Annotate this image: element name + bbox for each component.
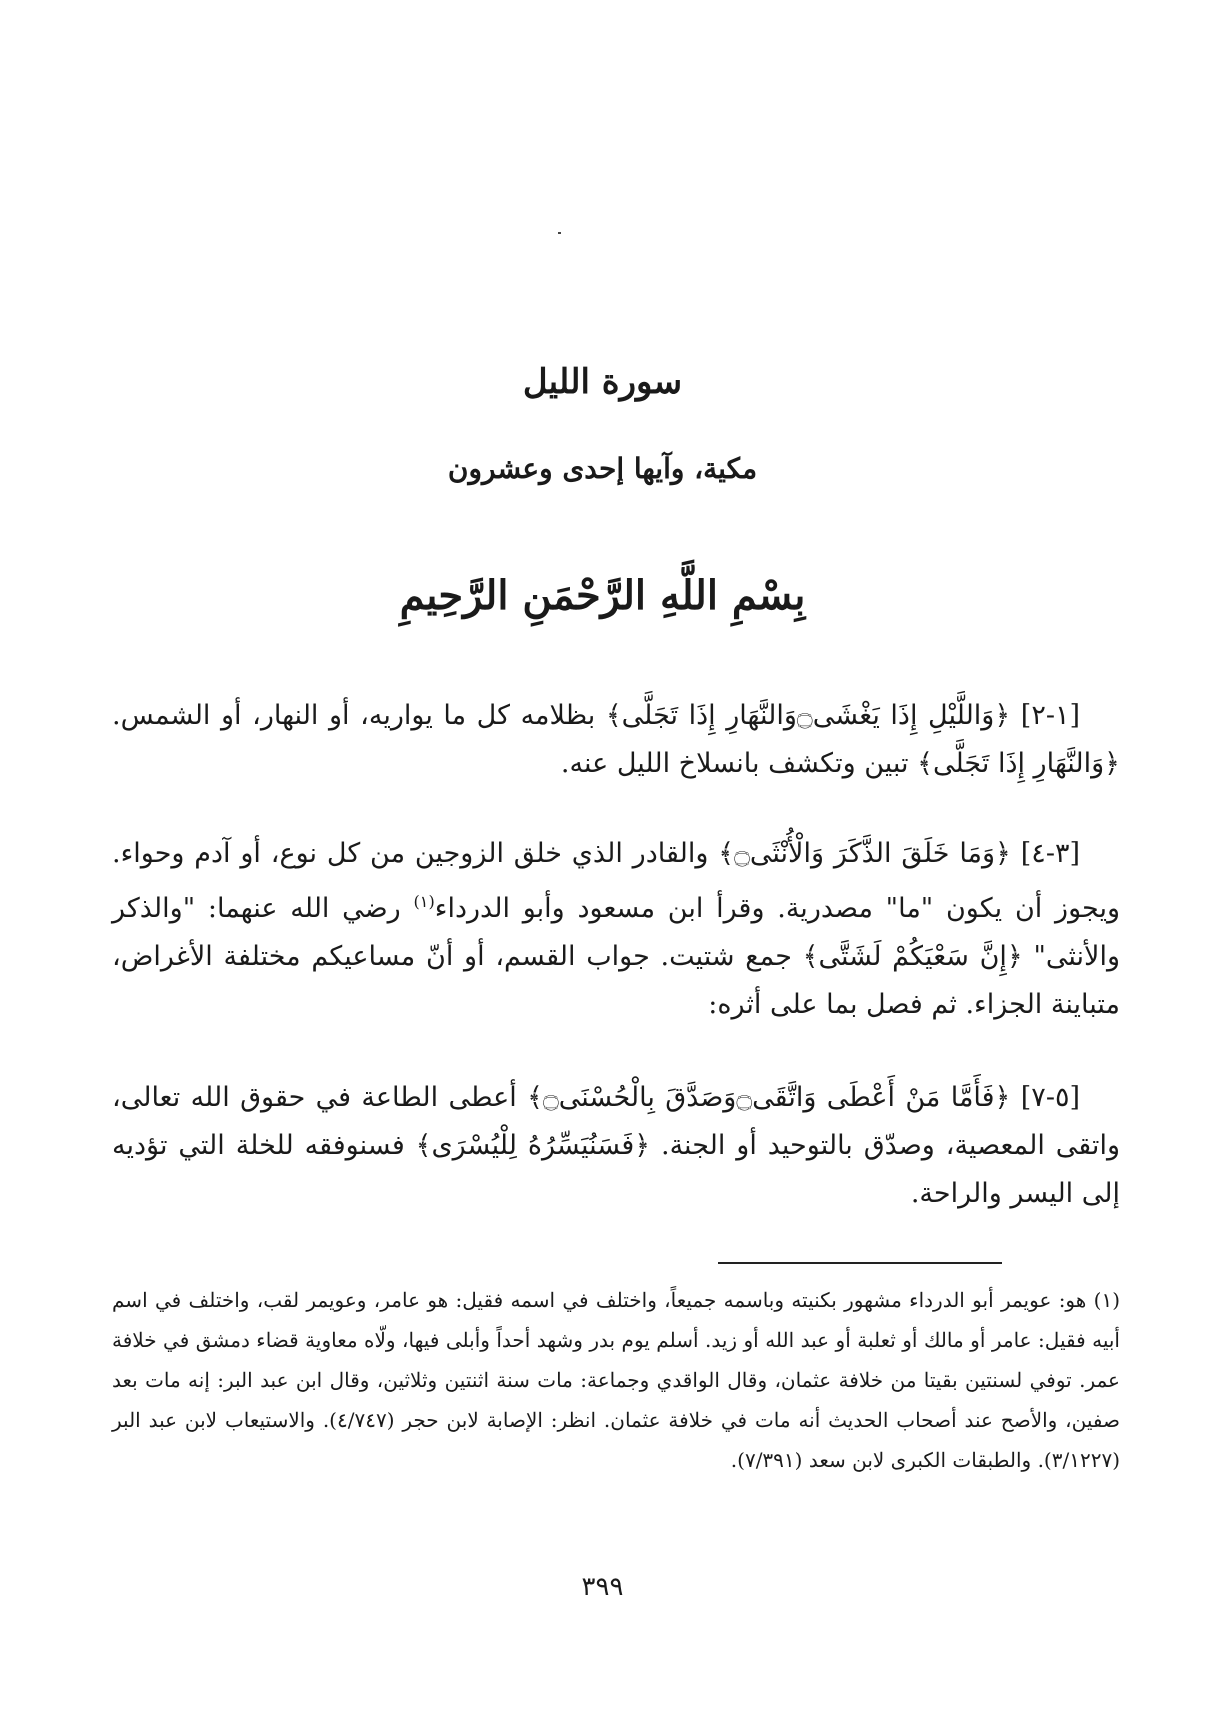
footnote-separator bbox=[718, 1262, 1002, 1264]
basmala: بِسْمِ اللَّهِ الرَّحْمَنِ الرَّحِيمِ bbox=[399, 572, 806, 619]
verse-ref: [١-٢] bbox=[1020, 700, 1081, 731]
paragraph-2 bbox=[112, 830, 1120, 1029]
page-number: ٣٩٩ bbox=[581, 1572, 624, 1602]
paragraph-text: ﴿وَمَا خَلَقَ الذَّكَرَ وَالْأُنْثَى۝﴾ والقادر الذي خلق الزوجين من كل نوع، أو آدم وحواء. ويجوز أن يكون "ما" مصدرية. وقرأ ابن مسعود وأبو الدرداء bbox=[112, 838, 1121, 924]
verse-ref: [٥-٧] bbox=[1020, 1082, 1080, 1113]
surah-title: سورة الليل bbox=[522, 362, 683, 402]
footnote: (١) هو: عويمر أبو الدرداء مشهور بكنيته وباسمه جميعاً، واختلف في اسمه فقيل: هو عامر، وعويمر لقب، واختلف في اسم أبيه فقيل: عامر أو مالك أو ثعلبة أو عبد الله أو زيد. أسلم يوم بدر وشهد أحداً وأبلى فيها، ولّاه معاوية قضاء دمشق في خلافة عمر. توفي لسنتين بقيتا من خلافة عثمان، وقال الواقدي وجماعة: مات سنة اثنتين وثلاثين، وقال ابن عبد البر: إنه مات بعد صفين، والأصح عند أصحاب الحديث أنه مات في خلافة عثمان. انظر: الإصابة لابن حجر (٤/٧٤٧). والاستيعاب لابن عبد البر (٣/١٢٢٧). والطبقات الكبرى لابن سعد (٧/٣٩١). bbox=[112, 1288, 1120, 1472]
stray-mark bbox=[558, 232, 561, 234]
paragraph-3 bbox=[112, 1074, 1120, 1218]
paragraph-text: ﴿فَأَمَّا مَنْ أَعْطَى وَاتَّقَى۝وَصَدَّقَ بِالْحُسْنَى۝﴾ أعطى الطاعة في حقوق الله تعالى، واتقى المعصية، وصدّق بالتوحيد أو الجنة. ﴿فَسَنُيَسِّرُهُ لِلْيُسْرَى﴾ فسنوفقه للخلة التي تؤديه إلى اليسر والراحة. bbox=[112, 1082, 1120, 1209]
paragraph-1 bbox=[112, 692, 1120, 788]
footnote-mark[interactable]: (١) bbox=[413, 892, 435, 911]
paragraph-text: ﴿وَاللَّيْلِ إِذَا يَغْشَى۝وَالنَّهَارِ إِذَا تَجَلَّى﴾ بظلامه كل ما يواريه، أو النهار، أو الشمس. ﴿وَالنَّهَارِ إِذَا تَجَلَّى﴾ تبين وتكشف بانسلاخ الليل عنه. bbox=[112, 700, 1120, 779]
verse-ref: [٣-٤] bbox=[1020, 838, 1080, 869]
surah-info: مكية، وآيها إحدى وعشرون bbox=[447, 452, 758, 485]
paragraph-text: رضي الله عنهما: "والذكر والأنثى" ﴿إِنَّ سَعْيَكُمْ لَشَتَّى﴾ جمع شتيت. جواب القسم، أو أنّ مساعيكم مختلفة الأغراض، متباينة الجزاء. ثم فصل بما على أثره: bbox=[112, 893, 1120, 1020]
